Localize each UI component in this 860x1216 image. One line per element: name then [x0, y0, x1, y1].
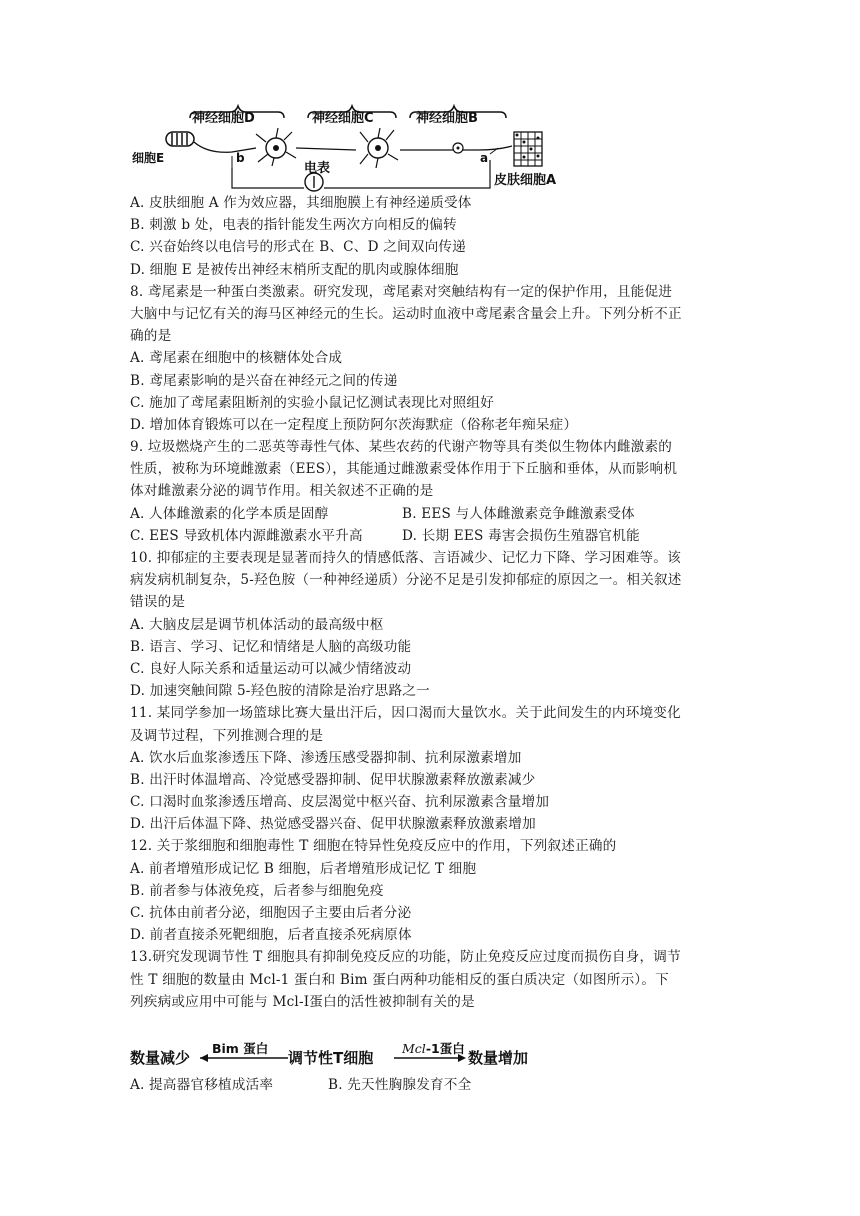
q11-option-c: C. 口渴时血浆渗透压增高、皮层渴觉中枢兴奋、抗利尿激素含量增加 — [130, 794, 550, 811]
q13-option-a: A. 提高器官移植成活率 — [130, 1077, 274, 1093]
q8-option-a: A. 鸢尾素在细胞中的核糖体处合成 — [130, 350, 343, 367]
q10-option-b: B. 语言、学习、记忆和情绪是人脑的高级功能 — [130, 638, 412, 655]
neuron-d-body — [256, 128, 296, 166]
q11-stem-2: 及调节过程，下列推测合理的是 — [130, 727, 324, 744]
cell-e-label: 细胞E — [132, 151, 165, 165]
q8-option-b: B. 鸢尾素影响的是兴奋在神经元之间的传递 — [130, 372, 398, 389]
q13-option-b: B. 先天性胸腺发育不全 — [328, 1077, 472, 1093]
q7-option-a: A. 皮肤细胞 A 作为效应器，其细胞膜上有神经递质受体 — [130, 195, 472, 211]
treg-flow-diagram — [128, 1042, 548, 1068]
neuron-c-body — [360, 128, 398, 168]
point-a-label: a — [480, 151, 489, 165]
q8-option-d: D. 增加体育锻炼可以在一定程度上预防阿尔茨海默症（俗称老年痴呆症） — [130, 416, 578, 433]
q12-option-d: D. 前者直接杀死靶细胞，后者直接杀死病原体 — [130, 927, 412, 944]
reflex-arc-diagram — [128, 102, 588, 192]
q11-option-a: A. 饮水后血浆渗透压下降、渗透压感受器抑制、抗利尿激素增加 — [130, 749, 522, 766]
q11-option-d: D. 出汗后体温下降、热觉感受器兴奋、促甲状腺激素释放激素增加 — [130, 816, 536, 833]
q9-stem-1: 9. 垃圾燃烧产生的二恶英等毒性气体、某些农药的代谢产物等具有类似生物体内雌激素的 — [130, 439, 673, 456]
q7-option-d: D. 细胞 E 是被传出神经末梢所支配的肌肉或腺体细胞 — [130, 261, 459, 278]
q10-stem-3: 错误的是 — [130, 594, 186, 611]
flow-increase-label: 数量增加 — [468, 1049, 529, 1067]
q13-stem-3: 列疾病或应用中可能与 Mcl-Ⅰ蛋白的活性被抑制有关的是 — [130, 993, 475, 1010]
q9-option-a: A. 人体雌激素的化学本质是固醇 — [130, 505, 329, 522]
q10-stem-2: 病发病机制复杂，5-羟色胺（一种神经递质）分泌不足是引发抑郁症的原因之一。相关叙述 — [130, 572, 682, 589]
point-b-label: b — [236, 151, 245, 165]
neuron-d-label: 神经细胞D — [192, 111, 255, 126]
flow-treg-label: 调节性T细胞 — [288, 1049, 374, 1067]
treg-flow-svg — [128, 1042, 548, 1068]
q9-stem-3: 体对雌激素分泌的调节作用。相关叙述不正确的是 — [130, 483, 434, 500]
reflex-arc-svg — [128, 102, 588, 192]
q9-option-b: B. EES 与人体雌激素竞争雌激素受体 — [402, 505, 635, 522]
neuron-c-label: 神经细胞C — [312, 111, 374, 126]
q10-option-a: A. 大脑皮层是调节机体活动的最高级中枢 — [130, 616, 384, 633]
question-text — [130, 192, 730, 1013]
flow-bim-label: Bim 蛋白 — [212, 1042, 269, 1056]
flow-mcl-label: Mcl-1蛋白 — [402, 1042, 465, 1056]
q10-option-c: C. 良好人际关系和适量运动可以减少情绪波动 — [130, 660, 412, 677]
q11-stem-1: 11. 某同学参加一场篮球比赛大量出汗后，因口渴而大量饮水。关于此间发生的内环境变化 — [130, 705, 681, 722]
q13-options-row — [130, 1074, 471, 1096]
q9-options-row-1 — [130, 503, 730, 525]
q9-option-d: D. 长期 EES 毒害会损伤生殖器官机能 — [402, 527, 640, 544]
q13-stem-1: 13.研究发现调节性 T 细胞具有抑制免疫反应的功能，防止免疫反应过度而损伤自身，调节 — [130, 949, 681, 966]
flow-left-arrowhead — [200, 1054, 208, 1062]
meter-label: 电表 — [304, 161, 331, 176]
q10-stem-1: 10. 抑郁症的主要表现是显著而持久的情感低落、言语减少、记忆力下降、学习困难等。该 — [130, 550, 681, 566]
q11-option-b: B. 出汗时体温增高、冷觉感受器抑制、促甲状腺激素释放激素减少 — [130, 771, 536, 788]
q9-stem-2: 性质，被称为环境雌激素（EES），其能通过雌激素受体作用于下丘脑和垂体，从而影响机 — [130, 461, 678, 478]
neuron-b-label: 神经细胞B — [416, 111, 478, 126]
q12-option-c: C. 抗体由前者分泌，细胞因子主要由后者分泌 — [130, 905, 412, 921]
q8-stem-1: 8. 鸢尾素是一种蛋白类激素。研究发现，鸢尾素对突触结构有一定的保护作用，且能促进 — [130, 283, 673, 300]
q9-options-row-2 — [130, 525, 730, 547]
cell-e-shape — [166, 132, 194, 146]
q7-option-c: C. 兴奋始终以电信号的形式在 B、C、D 之间双向传递 — [130, 239, 466, 256]
q7-option-b: B. 刺激 b 处，电表的指针能发生两次方向相反的偏转 — [130, 217, 457, 234]
q8-option-c: C. 施加了鸢尾素阻断剂的实验小鼠记忆测试表现比对照组好 — [130, 394, 495, 411]
flow-decrease-label: 数量减少 — [130, 1049, 191, 1067]
q9-option-c: C. EES 导致机体内源雌激素水平升高 — [130, 527, 363, 544]
q12-stem-1: 12. 关于浆细胞和细胞毒性 T 细胞在特异性免疫反应中的作用，下列叙述正确的 — [130, 838, 617, 855]
skin-cell-a-label: 皮肤细胞A — [494, 173, 557, 188]
q13-stem-2: 性 T 细胞的数量由 Mcl-1 蛋白和 Bim 蛋白两种功能相反的蛋白质决定（如图所示）。下 — [130, 971, 669, 988]
q12-option-a: A. 前者增殖形成记忆 B 细胞，后者增殖形成记忆 T 细胞 — [130, 860, 477, 877]
q12-option-b: B. 前者参与体液免疫，后者参与细胞免疫 — [130, 882, 384, 899]
skin-cell-a-shape — [514, 132, 542, 166]
q8-stem-2: 大脑中与记忆有关的海马区神经元的生长。运动时血液中鸢尾素含量会上升。下列分析不正 — [130, 305, 682, 322]
q10-option-d: D. 加速突触间隙 5-羟色胺的清除是治疗思路之一 — [130, 683, 430, 700]
q8-stem-3: 确的是 — [130, 328, 172, 345]
